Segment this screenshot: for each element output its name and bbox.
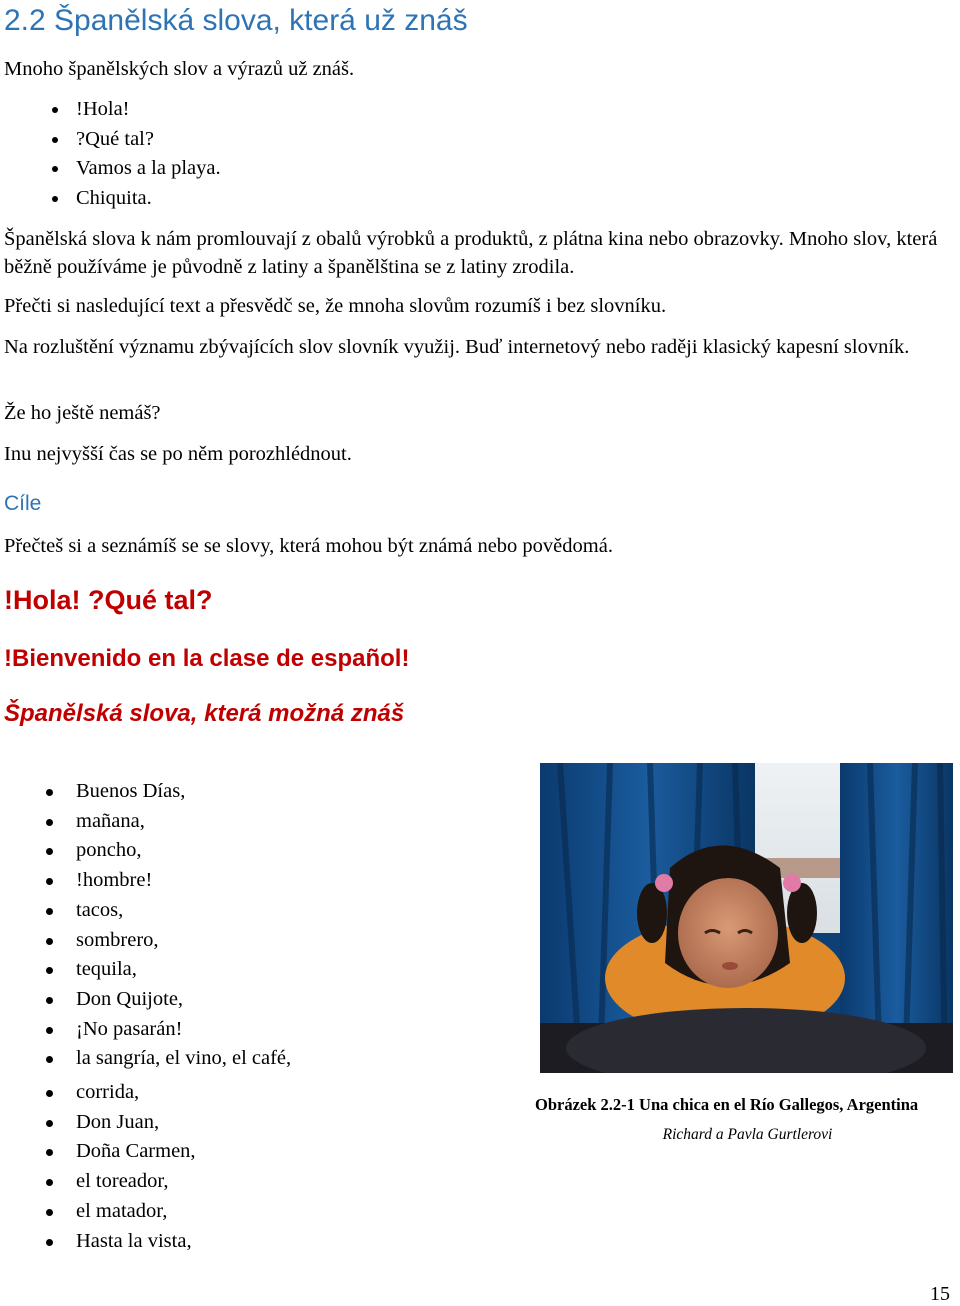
words-heading: Španělská slova, která možná znáš	[4, 700, 405, 727]
goals-text: Přečteš si a seznámíš se se slovy, která mohou být známá nebo povědomá.	[4, 535, 613, 557]
intro-text: Mnoho španělských slov a výrazů už znáš.	[4, 58, 355, 80]
list-item: el matador,	[0, 1197, 291, 1227]
paragraph: Inu nejvyšší čas se po něm porozhlédnout.	[4, 443, 352, 465]
figure-credit: Richard a Pavla Gurtlerovi	[662, 1126, 833, 1143]
greeting-heading: !Hola! ?Qué tal?	[4, 585, 213, 615]
welcome-heading: !Bienvenido en la clase de español!	[4, 645, 410, 672]
girl-photo	[540, 763, 953, 1073]
list-item: Don Quijote,	[0, 985, 291, 1015]
figure-caption: Obrázek 2.2-1 Una chica en el Río Gallegos, Argentina	[535, 1095, 919, 1114]
list-item: corrida,	[0, 1078, 291, 1108]
list-item: sombrero,	[0, 926, 291, 956]
paragraph: Přečti si nasledující text a přesvědč se, že mnoha slovům rozumíš i bez slovníku.	[4, 295, 667, 317]
paragraph: Že ho ještě nemáš?	[4, 402, 161, 424]
list-item: Vamos a la playa.	[0, 154, 221, 184]
list-item: !Hola!	[0, 95, 221, 125]
list-item: Hasta la vista,	[0, 1227, 291, 1257]
page-number: 15	[930, 1283, 950, 1305]
list-item: Don Juan,	[0, 1108, 291, 1138]
paragraph: Na rozluštění významu zbývajících slov slovník využij. Buď internetový nebo raději klasický kapesní slovník.	[4, 336, 910, 358]
phrases-list	[0, 95, 221, 213]
list-item: tequila,	[0, 955, 291, 985]
list-item: mañana,	[0, 807, 291, 837]
list-item: el toreador,	[0, 1167, 291, 1197]
list-item: Chiquita.	[0, 184, 221, 214]
list-item: tacos,	[0, 896, 291, 926]
list-item: ?Qué tal?	[0, 125, 221, 155]
goals-heading: Cíle	[4, 492, 42, 515]
list-item: poncho,	[0, 836, 291, 866]
words-list	[0, 777, 291, 1256]
paragraph: Španělská slova k nám promlouvají z obalů výrobků a produktů, z plátna kina nebo obrazovky. Mnoho slov, která běžně používáme je původně z latiny a španělština se z latiny zrodila.	[4, 228, 938, 278]
list-item: la sangría, el vino, el café,	[0, 1044, 291, 1074]
section-title: 2.2 Španělská slova, která už znáš	[4, 4, 468, 37]
list-item: ¡No pasarán!	[0, 1015, 291, 1045]
list-item: Buenos Días,	[0, 777, 291, 807]
list-item: Doña Carmen,	[0, 1137, 291, 1167]
list-item: !hombre!	[0, 866, 291, 896]
